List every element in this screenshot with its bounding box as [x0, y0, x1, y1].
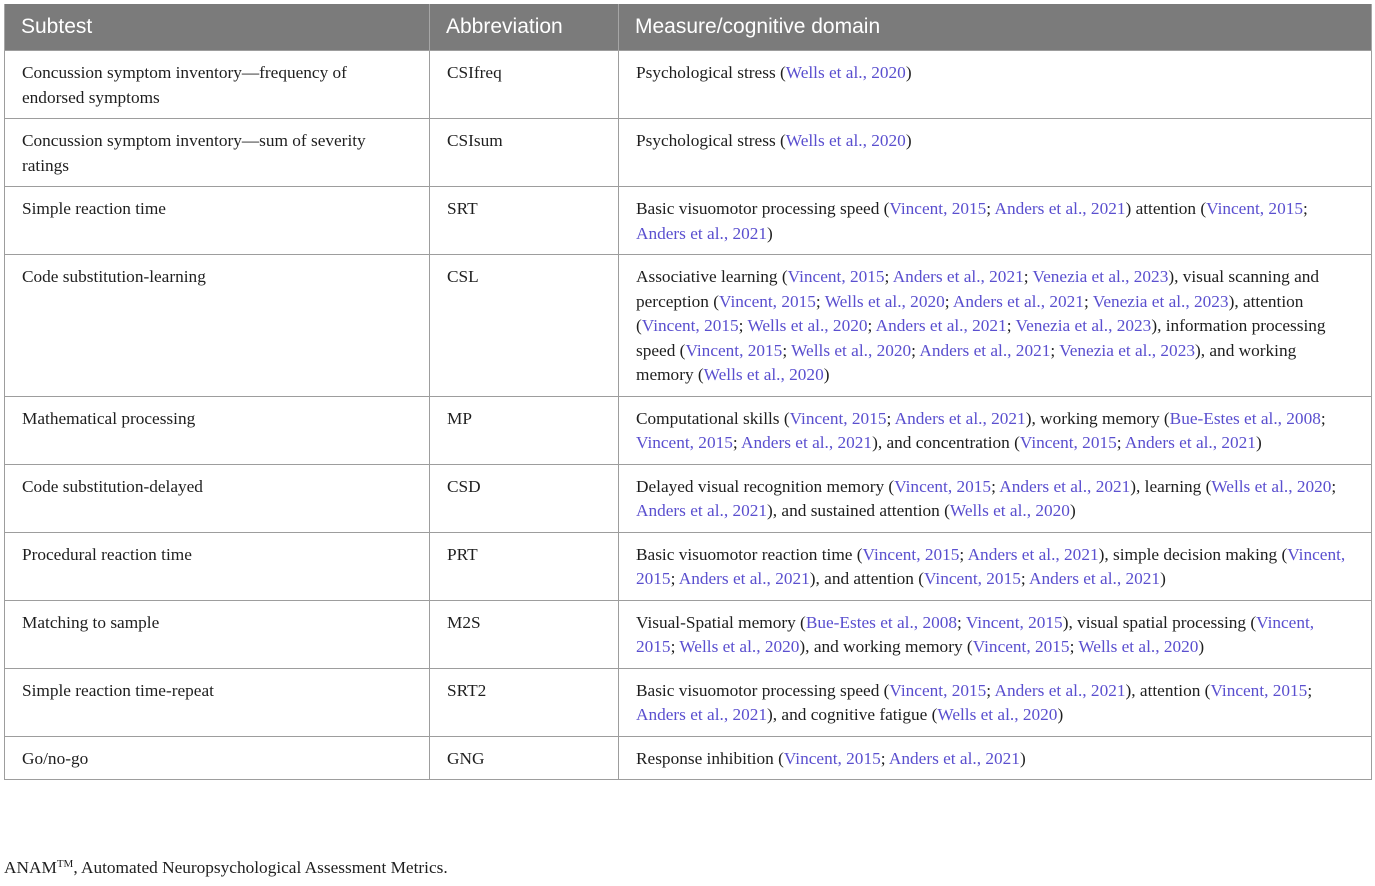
measure-text: ), information processing speed (: [636, 316, 1326, 360]
footnote-superscript: TM: [56, 858, 74, 870]
citation-link[interactable]: Vincent, 2015: [1019, 433, 1117, 452]
subtest-cell: Concussion symptom inventory—frequency of endorsed symptoms: [5, 51, 430, 119]
citation-link[interactable]: Wells et al., 2020: [1211, 476, 1332, 496]
citation-link[interactable]: Venezia et al., 2023: [1059, 340, 1195, 360]
citation-link[interactable]: Anders et al., 2021: [999, 476, 1131, 496]
measure-cell: [619, 119, 1372, 187]
citation-link[interactable]: Vincent, 2015: [1206, 199, 1303, 218]
measure-text: ;: [1116, 433, 1125, 452]
abbreviation-cell: SRT2: [430, 668, 619, 736]
citation-link[interactable]: Vincent, 2015: [889, 680, 987, 700]
table-row: [5, 532, 1372, 600]
measure-cell: [619, 532, 1372, 600]
table-header: [5, 4, 1372, 51]
citation-link[interactable]: Vincent, 2015: [889, 199, 987, 218]
footnote-text: , Automated Neuropsychological Assessment Metrics.: [73, 858, 448, 877]
citation-link[interactable]: Anders et al., 2021: [967, 544, 1099, 564]
table-row: [5, 396, 1372, 464]
measure-text: ): [823, 365, 830, 384]
citation-link[interactable]: Wells et al., 2020: [785, 131, 906, 150]
measure-text: ): [1160, 569, 1166, 588]
citation-link[interactable]: Bue-Estes et al., 2008: [805, 612, 958, 632]
subtest-cell: Code substitution-learning: [5, 255, 430, 397]
citation-link[interactable]: Vincent, 2015: [972, 637, 1070, 656]
citation-link[interactable]: Vincent, 2015: [783, 748, 881, 768]
table-row: [5, 600, 1372, 668]
measure-text: ): [1069, 501, 1076, 520]
citation-link[interactable]: Anders et al., 2021: [952, 291, 1084, 311]
measure-cell: [619, 736, 1372, 780]
citation-link[interactable]: Anders et al., 2021: [894, 408, 1026, 428]
measure-text: ): [1198, 637, 1205, 656]
measure-cell: [619, 668, 1372, 736]
measure-text: ;: [670, 637, 680, 656]
measure-text: ;: [959, 544, 968, 564]
measure-text: Associative learning (: [636, 267, 788, 286]
measure-text: Basic visuomotor processing speed (: [636, 199, 890, 218]
measure-text: ), and concentration (: [872, 433, 1020, 452]
citation-link[interactable]: Anders et al., 2021: [888, 748, 1020, 768]
measure-text: ): [905, 131, 912, 150]
abbreviation-cell: CSIfreq: [430, 51, 619, 119]
citation-link[interactable]: Anders et al., 2021: [1029, 569, 1161, 588]
header-row: [5, 4, 1372, 51]
measure-text: ;: [1069, 637, 1079, 656]
measure-text: ), and working memory (: [636, 340, 1297, 384]
citation-link[interactable]: Anders et al., 2021: [1124, 433, 1256, 452]
measure-text: Visual-Spatial memory (: [636, 612, 806, 632]
measure-text: ): [1057, 705, 1064, 724]
citation-link[interactable]: Wells et al., 2020: [824, 291, 945, 311]
citation-link[interactable]: Wells et al., 2020: [747, 316, 868, 335]
citation-link[interactable]: Venezia et al., 2023: [1015, 316, 1152, 335]
subtest-table: [4, 4, 1372, 780]
abbreviation-cell: SRT: [430, 187, 619, 255]
measure-text: ): [905, 63, 912, 82]
abbreviation-cell: CSD: [430, 464, 619, 532]
measure-text: ;: [1050, 340, 1060, 360]
table-row: [5, 51, 1372, 119]
citation-link[interactable]: Vincent, 2015: [862, 544, 960, 564]
header-abbreviation: Abbreviation: [430, 4, 619, 51]
measure-text: ), simple decision making (: [1098, 544, 1288, 564]
subtest-cell: Go/no-go: [5, 736, 430, 780]
measure-text: Response inhibition (: [636, 748, 784, 768]
measure-cell: [619, 255, 1372, 397]
citation-link[interactable]: Vincent, 2015: [685, 340, 783, 360]
measure-text: ;: [1020, 569, 1030, 588]
citation-link[interactable]: Anders et al., 2021: [678, 569, 810, 588]
table-row: [5, 668, 1372, 736]
measure-text: ;: [815, 291, 825, 311]
measure-text: ;: [986, 680, 995, 700]
subtest-cell: Mathematical processing: [5, 396, 430, 464]
citation-link[interactable]: Vincent, 2015: [641, 316, 739, 335]
measure-text: ;: [911, 340, 920, 360]
measure-text: ;: [991, 476, 1000, 496]
citation-link[interactable]: Anders et al., 2021: [994, 199, 1126, 218]
measure-text: ), learning (: [1130, 476, 1212, 496]
abbreviation-cell: CSL: [430, 255, 619, 397]
citation-link[interactable]: Anders et al., 2021: [994, 680, 1126, 700]
citation-link[interactable]: Vincent, 2015: [1210, 680, 1308, 700]
measure-text: ;: [1307, 680, 1313, 700]
subtest-cell: Procedural reaction time: [5, 532, 430, 600]
subtest-cell: Simple reaction time: [5, 187, 430, 255]
abbreviation-cell: CSIsum: [430, 119, 619, 187]
measure-text: ), and cognitive fatigue (: [767, 705, 938, 724]
citation-link[interactable]: Vincent, 2015: [719, 291, 816, 311]
table-footnote: [4, 858, 448, 878]
citation-link[interactable]: Vincent, 2015: [789, 408, 887, 428]
citation-link[interactable]: Vincent, 2015: [965, 612, 1063, 632]
citation-link[interactable]: Wells et al., 2020: [949, 501, 1070, 520]
table-row: [5, 255, 1372, 397]
citation-link[interactable]: Anders et al., 2021: [741, 433, 873, 452]
citation-link[interactable]: Vincent, 2015: [636, 544, 1346, 588]
table-row: [5, 119, 1372, 187]
measure-text: ): [1255, 433, 1262, 452]
measure-text: ): [1019, 748, 1026, 768]
citation-link[interactable]: Vincent, 2015: [636, 433, 733, 452]
citation-link[interactable]: Vincent, 2015: [894, 476, 992, 496]
measure-text: ) attention (: [1125, 199, 1207, 218]
citation-link[interactable]: Bue-Estes et al., 2008: [1169, 408, 1321, 428]
citation-link[interactable]: Wells et al., 2020: [791, 340, 912, 360]
measure-text: ), and working memory (: [799, 637, 973, 656]
citation-link[interactable]: Anders et al., 2021: [636, 501, 768, 520]
citation-link[interactable]: Vincent, 2015: [787, 267, 885, 286]
citation-link[interactable]: Wells et al., 2020: [1078, 637, 1199, 656]
subtest-cell: Concussion symptom inventory—sum of severity ratings: [5, 119, 430, 187]
citation-link[interactable]: Wells et al., 2020: [703, 365, 824, 384]
measure-cell: [619, 51, 1372, 119]
citation-link[interactable]: Anders et al., 2021: [892, 267, 1024, 286]
citation-link[interactable]: Anders et al., 2021: [636, 223, 768, 243]
measure-text: ), and attention (: [809, 569, 924, 588]
footnote-term: ANAM: [4, 858, 57, 877]
citation-link[interactable]: Anders et al., 2021: [875, 316, 1007, 335]
measure-text: ;: [782, 340, 792, 360]
citation-link[interactable]: Wells et al., 2020: [679, 637, 800, 656]
abbreviation-cell: GNG: [430, 736, 619, 780]
measure-text: ;: [1320, 408, 1326, 428]
header-measure: Measure/cognitive domain: [619, 4, 1372, 51]
table-row: [5, 187, 1372, 255]
measure-text: ;: [880, 748, 889, 768]
citation-link[interactable]: Vincent, 2015: [923, 569, 1021, 588]
measure-text: ;: [732, 433, 742, 452]
measure-text: ;: [738, 316, 748, 335]
table-body: [5, 51, 1372, 780]
measure-text: ;: [1331, 476, 1337, 496]
citation-link[interactable]: Vincent, 2015: [636, 612, 1315, 656]
citation-link[interactable]: Venezia et al., 2023: [1092, 291, 1229, 311]
subtest-cell: Simple reaction time-repeat: [5, 668, 430, 736]
measure-text: ;: [1006, 316, 1016, 335]
measure-cell: [619, 187, 1372, 255]
measure-text: Basic visuomotor reaction time (: [636, 544, 863, 564]
citation-link[interactable]: Venezia et al., 2023: [1032, 267, 1169, 286]
measure-text: Basic visuomotor processing speed (: [636, 680, 890, 700]
measure-text: Delayed visual recognition memory (: [636, 476, 895, 496]
table-row: [5, 736, 1372, 780]
abbreviation-cell: PRT: [430, 532, 619, 600]
citation-link[interactable]: Anders et al., 2021: [919, 340, 1051, 360]
measure-cell: [619, 464, 1372, 532]
citation-link[interactable]: Wells et al., 2020: [937, 705, 1058, 724]
measure-text: ), visual spatial processing (: [1062, 612, 1257, 632]
measure-text: ), attention (: [636, 291, 1304, 335]
measure-text: ;: [1083, 291, 1093, 311]
measure-text: ;: [1303, 199, 1308, 218]
measure-text: ;: [867, 316, 876, 335]
citation-link[interactable]: Wells et al., 2020: [785, 63, 906, 82]
measure-text: Psychological stress (: [636, 63, 786, 82]
measure-text: ), working memory (: [1025, 408, 1170, 428]
measure-text: ): [767, 223, 773, 243]
measure-text: ;: [670, 569, 679, 588]
measure-text: ), attention (: [1125, 680, 1211, 700]
citation-link[interactable]: Anders et al., 2021: [636, 705, 768, 724]
subtest-cell: Matching to sample: [5, 600, 430, 668]
subtest-cell: Code substitution-delayed: [5, 464, 430, 532]
measure-text: Psychological stress (: [636, 131, 786, 150]
measure-text: ;: [1023, 267, 1033, 286]
measure-text: ;: [986, 199, 995, 218]
abbreviation-cell: M2S: [430, 600, 619, 668]
measure-text: ;: [884, 267, 893, 286]
measure-text: ), and sustained attention (: [767, 501, 950, 520]
measure-text: ;: [886, 408, 895, 428]
header-subtest: Subtest: [5, 4, 430, 51]
measure-text: ;: [957, 612, 966, 632]
table-row: [5, 464, 1372, 532]
measure-text: ), visual scanning and perception (: [636, 267, 1320, 311]
measure-cell: [619, 600, 1372, 668]
measure-cell: [619, 396, 1372, 464]
measure-text: ;: [944, 291, 953, 311]
measure-text: Computational skills (: [636, 408, 790, 428]
abbreviation-cell: MP: [430, 396, 619, 464]
